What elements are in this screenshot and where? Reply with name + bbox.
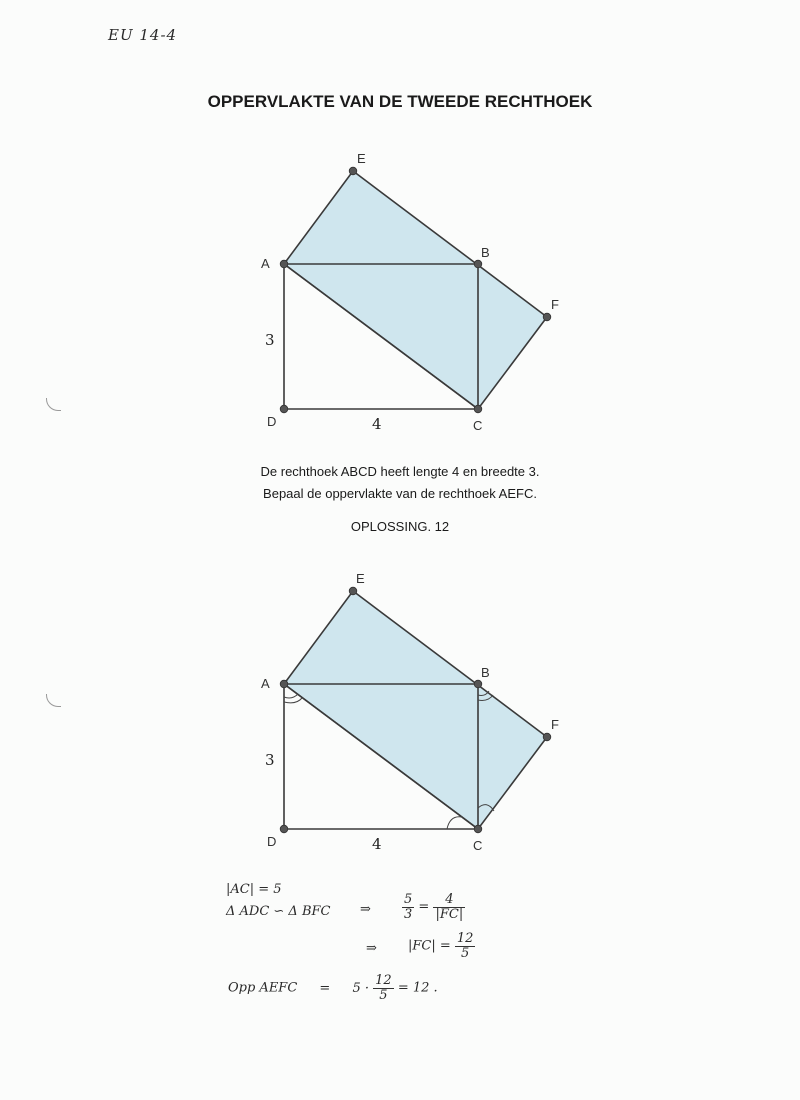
- label-c: C: [473, 838, 483, 853]
- label-a: A: [261, 676, 270, 691]
- solution-line: OPLOSSING. 12: [350, 519, 450, 534]
- angle-mark-c-dca: [447, 817, 462, 829]
- point-a: [280, 680, 288, 688]
- label-f: F: [551, 717, 559, 732]
- hw-frac1-num: 5: [404, 892, 413, 907]
- hw-implies-arrow-2: ⇒: [366, 941, 377, 956]
- hw-frac1-den: 3: [404, 906, 413, 922]
- hw-implies-arrow-1: ⇒: [360, 902, 371, 917]
- point-e: [349, 587, 357, 595]
- hw-frac-4-fc: [433, 893, 465, 921]
- hw-equals-1: =: [418, 899, 430, 915]
- length-dc: 4: [372, 835, 382, 853]
- hw-area-value: = 12 .: [397, 980, 438, 996]
- point-e: [349, 167, 357, 175]
- length-dc: 4: [372, 415, 382, 433]
- hw-ac-length: |AC| = 5: [226, 882, 282, 897]
- figure-bottom: [0, 570, 800, 860]
- figure-top: [0, 150, 800, 440]
- label-e: E: [356, 571, 365, 586]
- problem-line-1: De rechthoek ABCD heeft lengte 4 en breedte 3.: [260, 464, 540, 479]
- point-f: [543, 313, 551, 321]
- label-c: C: [473, 418, 483, 433]
- hw-frac4-den: 5: [379, 987, 388, 1003]
- hw-frac2-den: |FC|: [435, 906, 464, 922]
- hw-equals-2: =: [319, 980, 331, 996]
- page-code: EU 14-4: [108, 26, 178, 44]
- label-b: B: [481, 665, 490, 680]
- hw-frac3-den: 5: [461, 945, 470, 961]
- label-f: F: [551, 297, 559, 312]
- length-ad: 3: [265, 751, 275, 769]
- rectangle-aefc-fill: [284, 591, 547, 829]
- angle-mark-a-1: [284, 694, 298, 698]
- label-e: E: [357, 151, 366, 166]
- point-f: [543, 733, 551, 741]
- hw-frac-12-5-b: [373, 974, 394, 1002]
- problem-line-2: Bepaal de oppervlakte van de rechthoek AEFC.: [263, 486, 537, 501]
- length-ad: 3: [265, 331, 275, 349]
- hw-frac4-num: 12: [375, 973, 392, 988]
- angle-mark-a-2: [284, 698, 302, 703]
- label-b: B: [481, 245, 490, 260]
- point-d: [280, 825, 288, 833]
- point-a: [280, 260, 288, 268]
- point-c: [474, 825, 482, 833]
- hw-frac2-num: 4: [433, 893, 465, 908]
- label-d: D: [267, 414, 277, 429]
- hw-frac3-num: 12: [456, 931, 474, 946]
- hw-area-mid: 5 ·: [352, 980, 370, 996]
- hw-frac-12-5: [455, 932, 476, 960]
- hw-fc-value: [408, 932, 475, 960]
- hw-fc-label: |FC| =: [408, 938, 451, 954]
- page-title: OPPERVLAKTE VAN DE TWEEDE RECHTHOEK: [207, 92, 593, 111]
- point-b: [474, 680, 482, 688]
- hw-similar-triangles: Δ ADC ∽ Δ BFC: [226, 904, 331, 919]
- hw-area-label: Opp AEFC: [228, 980, 298, 996]
- label-d: D: [267, 834, 277, 849]
- hw-frac-5-3: [402, 893, 414, 921]
- point-c: [474, 405, 482, 413]
- point-b: [474, 260, 482, 268]
- point-d: [280, 405, 288, 413]
- hw-proportion: [402, 893, 465, 921]
- label-a: A: [261, 256, 270, 271]
- rectangle-aefc-fill: [284, 171, 547, 409]
- hw-area-result: [228, 974, 438, 1002]
